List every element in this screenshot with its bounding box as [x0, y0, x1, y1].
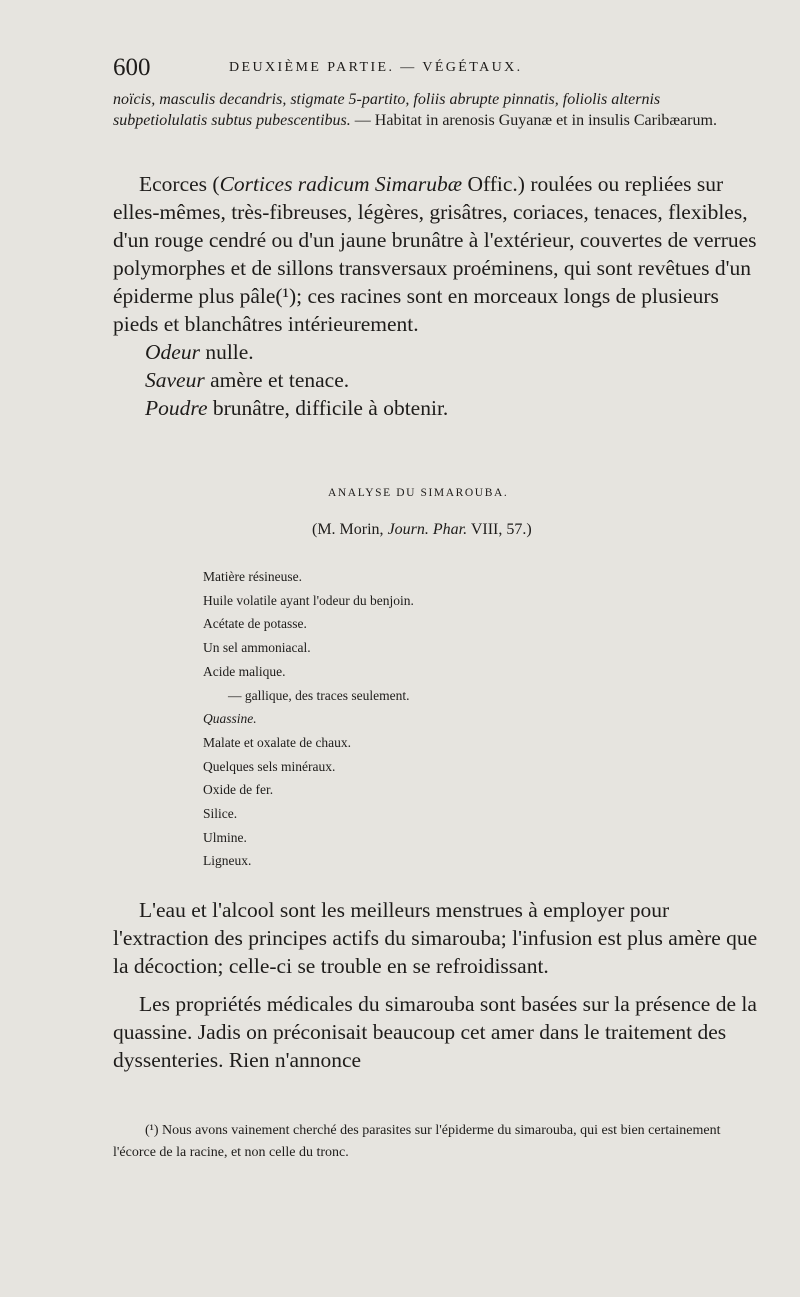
analysis-source: [312, 521, 532, 539]
property-value: amère et tenace.: [204, 368, 350, 392]
running-head: DEUXIÈME PARTIE. — VÉGÉTAUX.: [229, 60, 523, 75]
analysis-item: Huile volatile ayant l'odeur du benjoin.: [203, 592, 414, 608]
ecorces-lead: Ecorces (: [139, 172, 220, 196]
property-term: Saveur: [145, 368, 205, 392]
solvents-paragraph: L'eau et l'alcool sont les meilleurs menstrues à employer pour l'extraction des principes actifs du simarouba; l'infusion est plus amère que la décoction; celle-ci se trouble en se refroidissant.: [113, 898, 758, 978]
analysis-item: Un sel ammoniacal.: [203, 640, 311, 656]
ecorces-description: Offic.) roulées ou repliées sur elles-mêmes, très-fibreuses, légères, grisâtres, coriaces, tenaces, flexibles, d'un rouge cendré ou d'un jaune brunâtre à l'extérieur, couvertes de verrues polymorphes et de sillons transversaux proéminens, qui sont revêtues d'un épiderme plus pâle(¹); ces racines sont en morceaux longs de plusieurs pieds et blanchâtres intérieurement.: [113, 172, 757, 336]
analysis-item: Malate et oxalate de chaux.: [203, 734, 352, 750]
main-text-continued: [113, 896, 758, 1084]
analysis-item: Quassine.: [203, 711, 257, 727]
analysis-item: Matière résineuse.: [203, 569, 302, 584]
analysis-item: — gallique, des traces seulement.: [228, 687, 410, 703]
source-suffix: VIII, 57.): [467, 521, 532, 538]
ecorces-latin: Cortices radicum Simarubæ: [219, 172, 463, 196]
property-term: Poudre: [145, 396, 208, 420]
property-value: nulle.: [199, 340, 254, 364]
source-prefix: (M. Morin,: [312, 521, 388, 538]
property-odeur: [113, 338, 758, 366]
analysis-item: Oxide de fer.: [203, 782, 274, 798]
analysis-item: Quelques sels minéraux.: [203, 758, 336, 774]
property-saveur: [113, 366, 758, 394]
analysis-item: Acide malique.: [203, 663, 286, 679]
source-journal: Journ. Phar.: [387, 521, 468, 538]
footnote-text: (¹) Nous avons vainement cherché des parasites sur l'épiderme du simarouba, qui est bien certainement l'écorce de la racine, et non celle du tronc.: [113, 1123, 721, 1160]
property-poudre: [113, 394, 758, 422]
main-text: [113, 170, 758, 422]
property-term: Odeur: [145, 340, 200, 364]
intro-latin-paragraph: [113, 89, 758, 131]
habitat-text: — Habitat in arenosis Guyanæ et in insulis Caribæarum.: [350, 112, 717, 129]
page-number: 600: [113, 54, 151, 81]
analysis-list: [203, 565, 623, 873]
analysis-item: Acétate de potasse.: [203, 616, 307, 632]
analysis-item: Ligneux.: [203, 853, 252, 869]
latin-description: noïcis, masculis decandris, stigmate 5-partito, foliis abrupte pinnatis, foliolis alternis subpetiolulatis subtus pubescentibus.: [113, 91, 661, 129]
analysis-item: Ulmine.: [203, 829, 247, 845]
medical-properties-paragraph: Les propriétés médicales du simarouba sont basées sur la présence de la quassine. Jadis on préconisait beaucoup cet amer dans le traitement des dyssenteries. Rien n'annonce: [113, 992, 757, 1072]
analysis-item: Silice.: [203, 806, 238, 822]
page-header: [113, 54, 703, 86]
ecorces-paragraph: [113, 170, 758, 338]
footnote: [113, 1120, 758, 1164]
property-value: brunâtre, difficile à obtenir.: [207, 396, 449, 420]
analysis-title: ANALYSE DU SIMAROUBA.: [328, 487, 509, 499]
